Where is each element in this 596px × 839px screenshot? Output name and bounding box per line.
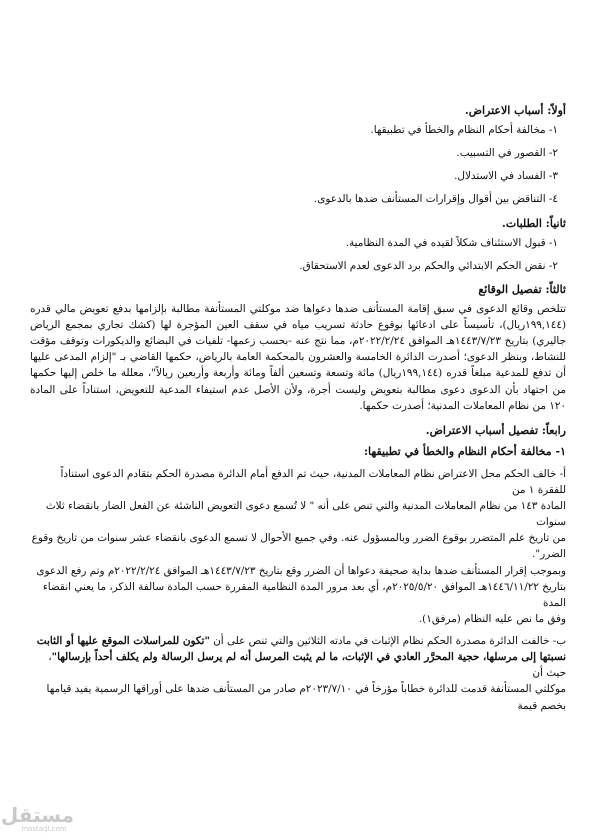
reason-item-1: ١- مخالفة أحكام النظام والخطأ في تطبيقها. <box>370 124 558 137</box>
point-a-line-4: وبموجب إقرار المستأنف ضدها بداية صحيفة دعواها أن الضرر وقع بتاريخ ١٤٤٣/٧/٢٣هـ الموافق ٢٠٢٢/٢/٢٤م وتم رفع الدعوى <box>36 564 566 577</box>
objection-details-heading: رابعاً: تفصيل أسباب الاعتراض. <box>425 423 566 437</box>
point-a-line-1: أ- خالف الحكم محل الاعتراض نظام المعاملات المدنية، حيث تم الدفع أمام الدائرة مصدرة الحكم بتقادم الدعوى استناداً للفقرة ١ من <box>60 467 566 496</box>
point-a-line-6: وفق ما نص عليه النظام (مرفق١). <box>418 612 566 625</box>
point-a-line-3: من تاريخ علم المتضرر بوقوع الضرر وبالمسؤول عنه. وفي جميع الأحوال لا تسمع الدعوى بانقضاء عشر سنوات من تاريخ وقوع الضرر". <box>31 532 566 561</box>
point-b-quote-start: "تكون للمراسلات الموقع عليها أو الثابت <box>36 635 210 648</box>
reason-item-4: ٤- التناقض بين أقوال وإقرارات المستأنف ضدها بالدعوى. <box>313 193 558 206</box>
facts-heading: ثالثاً: تفصيل الوقائع <box>478 282 566 296</box>
point-b-line-2 <box>30 649 566 681</box>
point-b-continuation: ، حيث أن <box>48 651 566 680</box>
point-b-quote-end: نسبتها إلى مرسلها، حجية المحرَّر العادي في الإثبات، ما لم يثبت المرسل أنه لم يرسل الرسالة ولم يكلف أحداً بإرسالها" <box>51 651 566 664</box>
violation-subheading: ١- مخالفة أحكام النظام والخطأ في تطبيقها: <box>363 444 566 458</box>
reason-item-3: ٣- الفساد في الاستدلال. <box>454 170 558 183</box>
point-a-line-2: المادة ١٤٣ من نظام المعاملات المدنية والتي تنص على أنه " لا تُسمع دعوى التعويض الناشئة عن الفعل الضار بانقضاء ثلاث سنوات <box>45 500 566 529</box>
reason-item-2: ٢- القصور في التسبيب. <box>456 147 558 160</box>
point-b-line-3: موكلتي المستأنفة قدمت للدائرة خطاباً مؤرخاً في ٢٠٢٣/٧/١٠م صادر من المستأنف ضدها على أوراقها الرسمية يفيد قيامها بخصم قيمة <box>46 683 566 712</box>
point-b-line-1 <box>30 633 566 649</box>
watermark-url: mostaql.com <box>21 825 67 833</box>
facts-paragraph: تتلخص وقائع الدعوى في سبق إقامة المستأنف ضدها دعواها ضد موكلتي المستأنفة مطالبة بإلزامها بدفع تعويض مالي قدره (١٩٩,١٤٤ريال)، تأسيساً على ادعائها بوقوع حادثة تسريب مياه في سقف العين المؤجرة لها (كشك تجاري بمجمع الرياض جاليري) بتاريخ ١٤٤٣/٧/٢٣هـ الموافق ٢٠٢٢/٢/٢٤م، مما نتج عنه -بحسب زعمها- تلفيات في البضائع والديكورات وتوقف مؤقت للنشاط، وبنظر الدعوى؛ أصدرت الدائرة الخامسة والعشرون بالمحكمة العامة بالرياض، حكمها القاضي بـ "إلزام المدعى عليها أن تدفع للمدعية مبلغاً قدره (١٩٩,١٤٤ريال) مائة وتسعة وتسعين ألفاً ومائة وأربعة وأربعين ريالاً"، معللة ما خلص إليها حكمها من اجتهاد بأن الدعوى دعوى مطالبة بتعويض وليست أجرة، ولأن الأصل عدم استيفاء المدعية للتعويض، استناداً على المادة ١٢٠ من نظام المعاملات المدنية؛ أصدرت حكمها. <box>30 302 567 412</box>
objection-reasons-heading: أولاً: أسباب الاعتراض. <box>464 104 566 117</box>
requests-heading: ثانياً: الطلبات. <box>502 216 566 230</box>
mostaql-watermark <box>0 803 74 833</box>
watermark-logo-text: مستقل <box>0 803 74 827</box>
request-item-1: ١- قبول الاستئناف شكلاً لقيده في المدة النظامية. <box>345 236 558 249</box>
point-a-line-5: بتاريخ ١٤٤٦/١١/٢٢هـ الموافق ٢٠٢٥/٥/٢٠م، أي بعد مرور المدة النظامية المقررة حسب المادة سالفة الذكر، ما يعني انقضاء المدة <box>42 580 566 609</box>
document-page <box>30 100 566 714</box>
request-item-2: ٢- نقض الحكم الابتدائي والحكم برد الدعوى لعدم الاستحقاق. <box>299 259 558 272</box>
point-b-intro: ب- خالفت الدائرة مصدرة الحكم نظام الإثبات في مادته الثلاثين والتي تنص على أن <box>209 635 566 648</box>
